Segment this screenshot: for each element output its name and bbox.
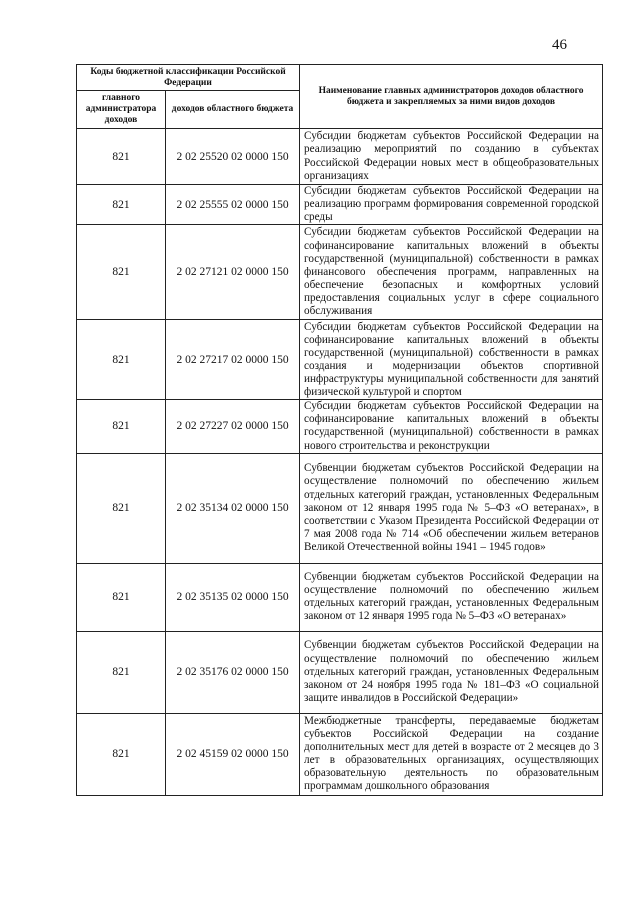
- cell-revenue-name: Субсидии бюджетам субъектов Российской Федерации на софинансирование капитальных вложений в объекты государственной (муниципальной) собственности в рамках создания и модернизации объектов спортивной инфраструктуры муниципальной собственности для занятий физической культурой и спортом: [300, 320, 603, 400]
- table-row: [77, 631, 603, 713]
- cell-revenue-name: Субвенции бюджетам субъектов Российской Федерации на осуществление полномочий по обеспечению жильем отдельных категорий граждан, установленных Федеральным законом от 12 января 1995 года № 5–ФЗ «О ветеранах», в соответствии с Указом Президента Российской Федерации от 7 мая 2008 года № 714 «Об обеспечении жильем ветеранов Великой Отечественной войны 1941 – 1945 годов»: [300, 453, 603, 563]
- table-row: [77, 320, 603, 400]
- cell-admin-code: 821: [77, 129, 166, 185]
- cell-revenue-name: Межбюджетные трансферты, передаваемые бюджетам субъектов Российской Федерации на создание дополнительных мест для детей в возрасте от 2 месяцев до 3 лет в образовательных организациях, осуществляющих образовательную деятельность по образовательным программам дошкольного образования: [300, 713, 603, 795]
- budget-classification-table: [76, 64, 603, 796]
- cell-revenue-name: Субсидии бюджетам субъектов Российской Федерации на реализацию мероприятий по созданию в субъектах Российской Федерации новых мест в общеобразовательных организациях: [300, 129, 603, 185]
- header-admin-names: Наименование главных администраторов доходов областного бюджета и закрепляемых за ними видов доходов: [300, 65, 603, 129]
- table-row: [77, 400, 603, 453]
- header-main-admin: главного администратора доходов: [77, 91, 166, 129]
- header-regional-revenue: доходов областного бюджета: [166, 91, 300, 129]
- cell-revenue-name: Субсидии бюджетам субъектов Российской Федерации на софинансирование капитальных вложений в объекты государственной (муниципальной) собственности в рамках нового строительства и реконструкции: [300, 400, 603, 453]
- table-row: [77, 129, 603, 185]
- cell-admin-code: 821: [77, 453, 166, 563]
- cell-revenue-name: Субсидии бюджетам субъектов Российской Федерации на реализацию программ формирования современной городской среды: [300, 185, 603, 225]
- cell-admin-code: 821: [77, 631, 166, 713]
- cell-admin-code: 821: [77, 320, 166, 400]
- cell-revenue-code: 2 02 25520 02 0000 150: [166, 129, 300, 185]
- cell-revenue-name: Субвенции бюджетам субъектов Российской Федерации на осуществление полномочий по обеспечению жильем отдельных категорий граждан, установленных Федеральным законом от 24 ноября 1995 года № 181–ФЗ «О социальной защите инвалидов в Российской Федерации»: [300, 631, 603, 713]
- table-row: [77, 225, 603, 320]
- page-number: 46: [552, 37, 567, 53]
- cell-revenue-code: 2 02 27227 02 0000 150: [166, 400, 300, 453]
- cell-revenue-code: 2 02 25555 02 0000 150: [166, 185, 300, 225]
- cell-revenue-code: 2 02 45159 02 0000 150: [166, 713, 300, 795]
- cell-admin-code: 821: [77, 713, 166, 795]
- table-row: [77, 563, 603, 631]
- cell-admin-code: 821: [77, 225, 166, 320]
- table-body: [77, 129, 603, 796]
- cell-revenue-code: 2 02 35176 02 0000 150: [166, 631, 300, 713]
- cell-admin-code: 821: [77, 563, 166, 631]
- cell-revenue-code: 2 02 35134 02 0000 150: [166, 453, 300, 563]
- cell-admin-code: 821: [77, 185, 166, 225]
- cell-revenue-name: Субвенции бюджетам субъектов Российской Федерации на осуществление полномочий по обеспечению жильем отдельных категорий граждан, установленных Федеральным законом от 12 января 1995 года № 5–ФЗ «О ветеранах»: [300, 563, 603, 631]
- table-row: [77, 713, 603, 795]
- cell-revenue-name: Субсидии бюджетам субъектов Российской Федерации на софинансирование капитальных вложений в объекты государственной (муниципальной) собственности в рамках финансового обеспечения программ, направленных на обеспечение безопасных и комфортных условий предоставления социальных услуг в сфере социального обслуживания: [300, 225, 603, 320]
- cell-revenue-code: 2 02 27217 02 0000 150: [166, 320, 300, 400]
- cell-admin-code: 821: [77, 400, 166, 453]
- table-header: [77, 65, 603, 129]
- table-row: [77, 185, 603, 225]
- cell-revenue-code: 2 02 35135 02 0000 150: [166, 563, 300, 631]
- header-budget-codes: Коды бюджетной классификации Российской Федерации: [77, 65, 300, 91]
- table-row: [77, 453, 603, 563]
- cell-revenue-code: 2 02 27121 02 0000 150: [166, 225, 300, 320]
